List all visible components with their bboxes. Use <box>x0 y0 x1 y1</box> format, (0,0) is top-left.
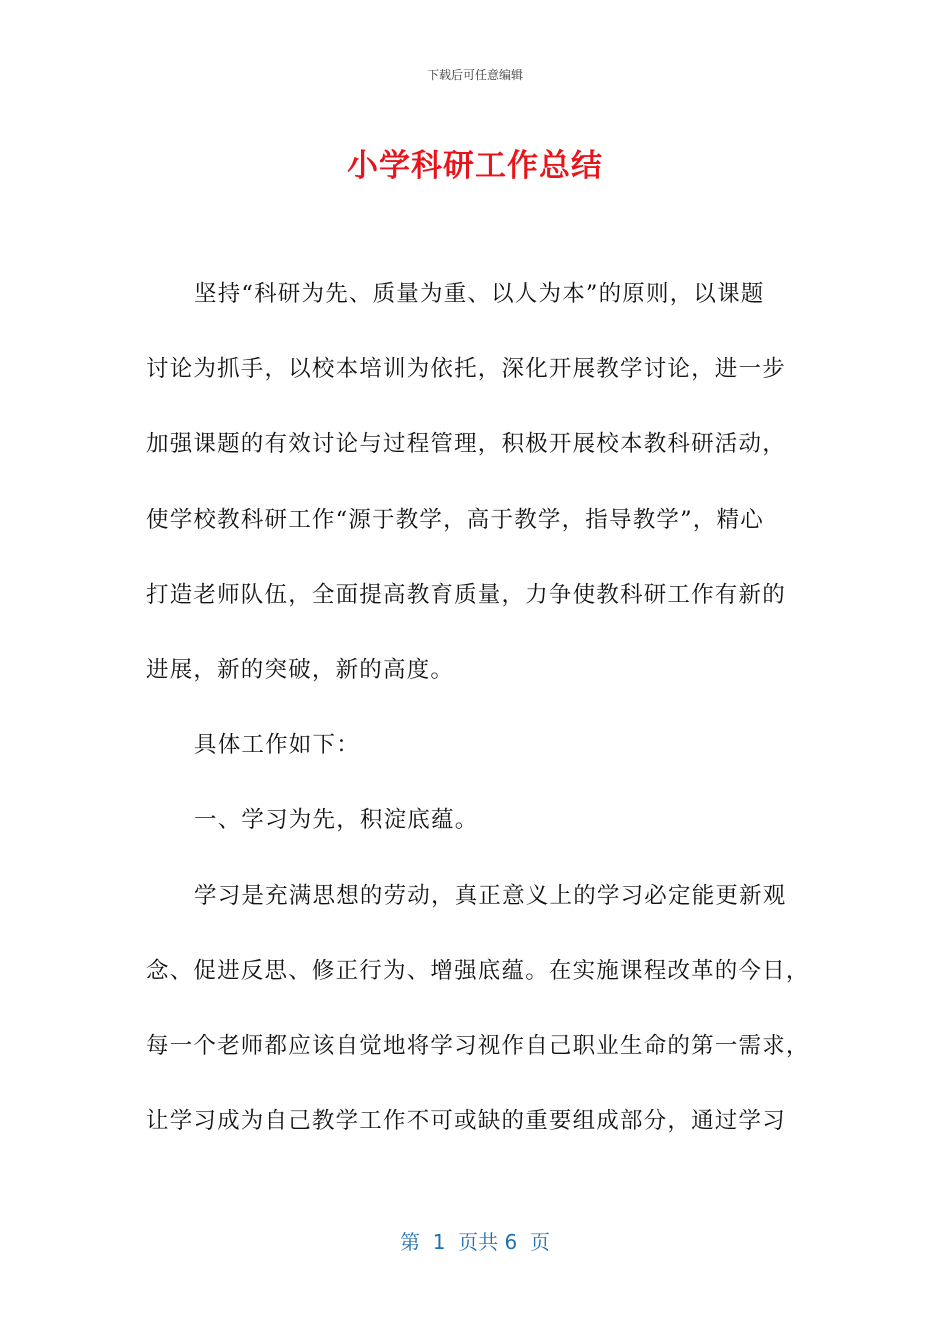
paragraph-line: 每一个老师都应该自觉地将学习视作自己职业生命的第一需求， <box>146 1032 810 1059</box>
document-body <box>146 270 810 1172</box>
paragraph-line: 让学习成为自己教学工作不可或缺的重要组成部分，通过学习 <box>146 1108 786 1135</box>
paragraph-line: 坚持“科研为先、质量为重、以人为本”的原则，以课题 <box>194 281 765 307</box>
paragraph-line: 学习是充满思想的劳动，真正意义上的学习必定能更新观 <box>194 882 787 909</box>
paragraph-line: 加强课题的有效讨论与过程管理，积极开展校本教科研活动， <box>146 431 786 458</box>
paragraph-line: 打造老师队伍，全面提高教育质量，力争使教科研工作有新的 <box>146 581 786 608</box>
header-note: 下载后可任意编辑 <box>426 68 523 82</box>
document-title: 小学科研工作总结 <box>347 148 603 184</box>
section-heading: 一、学习为先，积淀底蕴。 <box>194 807 479 834</box>
paragraph-line: 讨论为抓手，以校本培训为依托，深化开展教学讨论，进一步 <box>146 356 786 383</box>
paragraph-line: 使学校教科研工作“源于教学，高于教学，指导教学”，精心 <box>146 506 764 533</box>
paragraph-line: 念、促进反思、修正行为、增强底蕴。在实施课程改革的今日， <box>146 957 810 984</box>
paragraph-line: 进展，新的突破，新的高度。 <box>146 656 455 683</box>
page-number-footer: 第 1 页共 6 页 <box>400 1230 550 1254</box>
paragraph-line: 具体工作如下： <box>194 732 360 759</box>
